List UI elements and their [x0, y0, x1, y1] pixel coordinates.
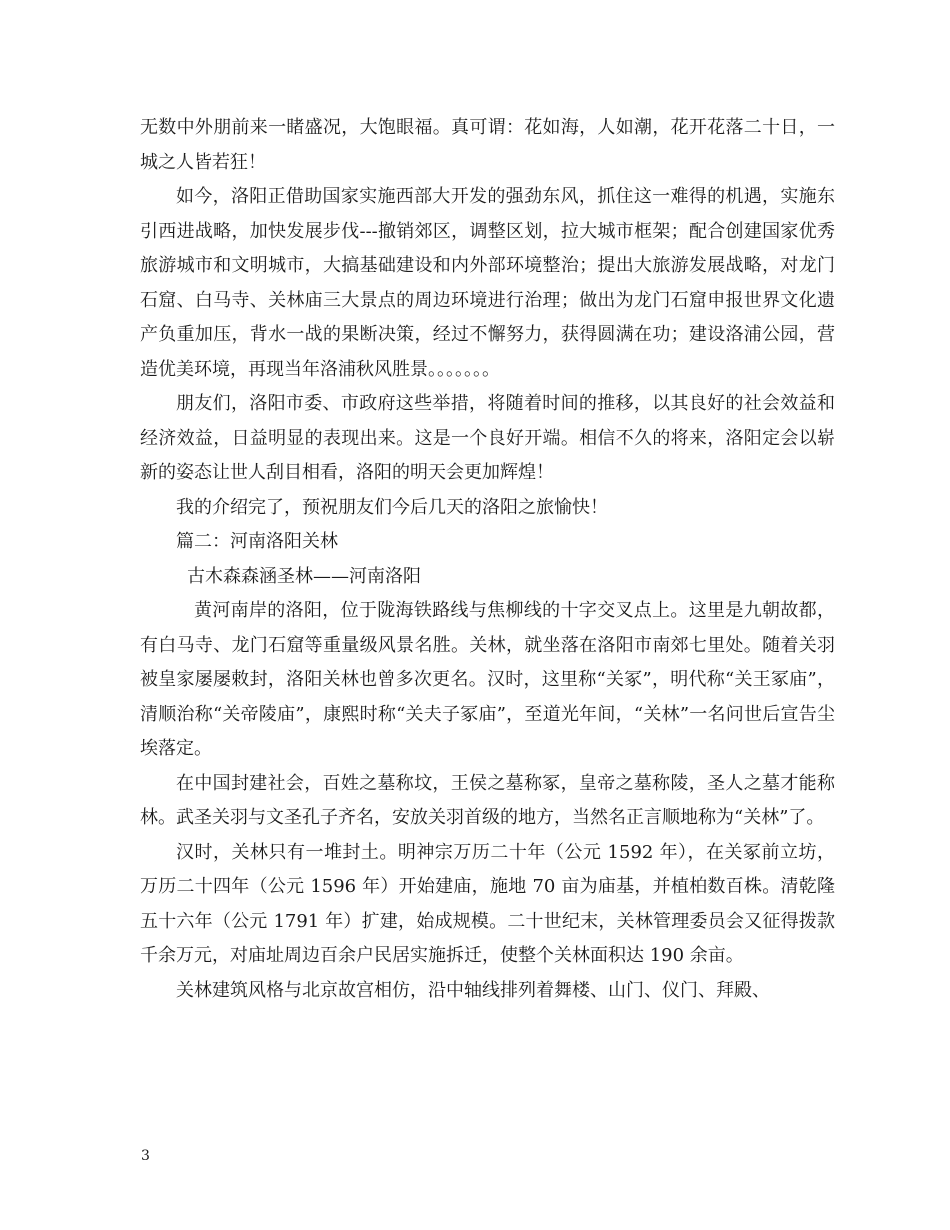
paragraph-1: 无数中外朋前来一睹盛况，大饱眼福。真可谓：花如海，人如潮，花开花落二十日，一城之人皆若狂！	[140, 117, 835, 173]
paragraph-4: 我的介绍完了，预祝朋友们今后几天的洛阳之旅愉快！	[176, 496, 608, 518]
paragraph-2: 如今，洛阳正借助国家实施西部大开发的强劲东风，抓住这一难得的机遇，实施东引西进战略，加快发展步伐---撤销郊区，调整区划，拉大城市框架；配合创建国家优秀旅游城市和文明城市，大搞基础建设和内外部环境整治；提出大旅游发展战略，对龙门石窟、白马寺、关林庙三大景点的周边环境进行治理；做出为龙门石窟申报世界文化遗产负重加压，背水一战的果断决策，经过不懈努力，获得圆满在功；建设洛浦公园，营造优美环境，再现当年洛浦秋风胜景。。。。。。。	[140, 186, 835, 380]
section-subheading: 古木森森涵圣林——河南洛阳	[187, 565, 421, 587]
paragraph-8: 关林建筑风格与北京故宫相仿，沿中轴线排列着舞楼、山门、仪门、拜殿、	[176, 979, 770, 1001]
paragraph-5: 黄河南岸的洛阳，位于陇海铁路线与焦柳线的十字交叉点上。这里是九朝故都，有白马寺、龙门石窟等重量级风景名胜。关林，就坐落在洛阳市南郊七里处。随着关羽被皇家屡屡敕封，洛阳关林也曾多次更名。汉时，这里称“关冢”，明代称“关王冢庙”，清顺治称“关帝陵庙”，康熙时称“关夫子冢庙”，至道光年间，“关林”一名问世后宣告尘埃落定。	[140, 600, 835, 759]
section-heading: 篇二：河南洛阳关林	[176, 531, 338, 552]
paragraph-3: 朋友们，洛阳市委、市政府这些举措，将随着时间的推移，以其良好的社会效益和经济效益，日益明显的表现出来。这是一个良好开端。相信不久的将来，洛阳定会以崭新的姿态让世人刮目相看，洛阳的明天会更加辉煌！	[140, 393, 835, 483]
paragraph-6: 在中国封建社会，百姓之墓称坟，王侯之墓称冢，皇帝之墓称陵，圣人之墓才能称林。武圣关羽与文圣孔子齐名，安放关羽首级的地方，当然名正言顺地称为“关林”了。	[140, 772, 835, 828]
page-number: 3	[141, 1148, 150, 1164]
paragraph-7: 汉时，关林只有一堆封土。明神宗万历二十年（公元 1592 年），在关冢前立坊，万历二十四年（公元 1596 年）开始建庙，施地 70 亩为庙基，并植柏数百株。清乾隆五十六年（公元 1791 年）扩建，始成规模。二十世纪末，关林管理委员会又征得拨款千余万元，对庙址周边百余户民居实施拆迁，使整个关林面积达 190 余亩。	[140, 841, 835, 966]
document-body	[140, 111, 835, 1008]
